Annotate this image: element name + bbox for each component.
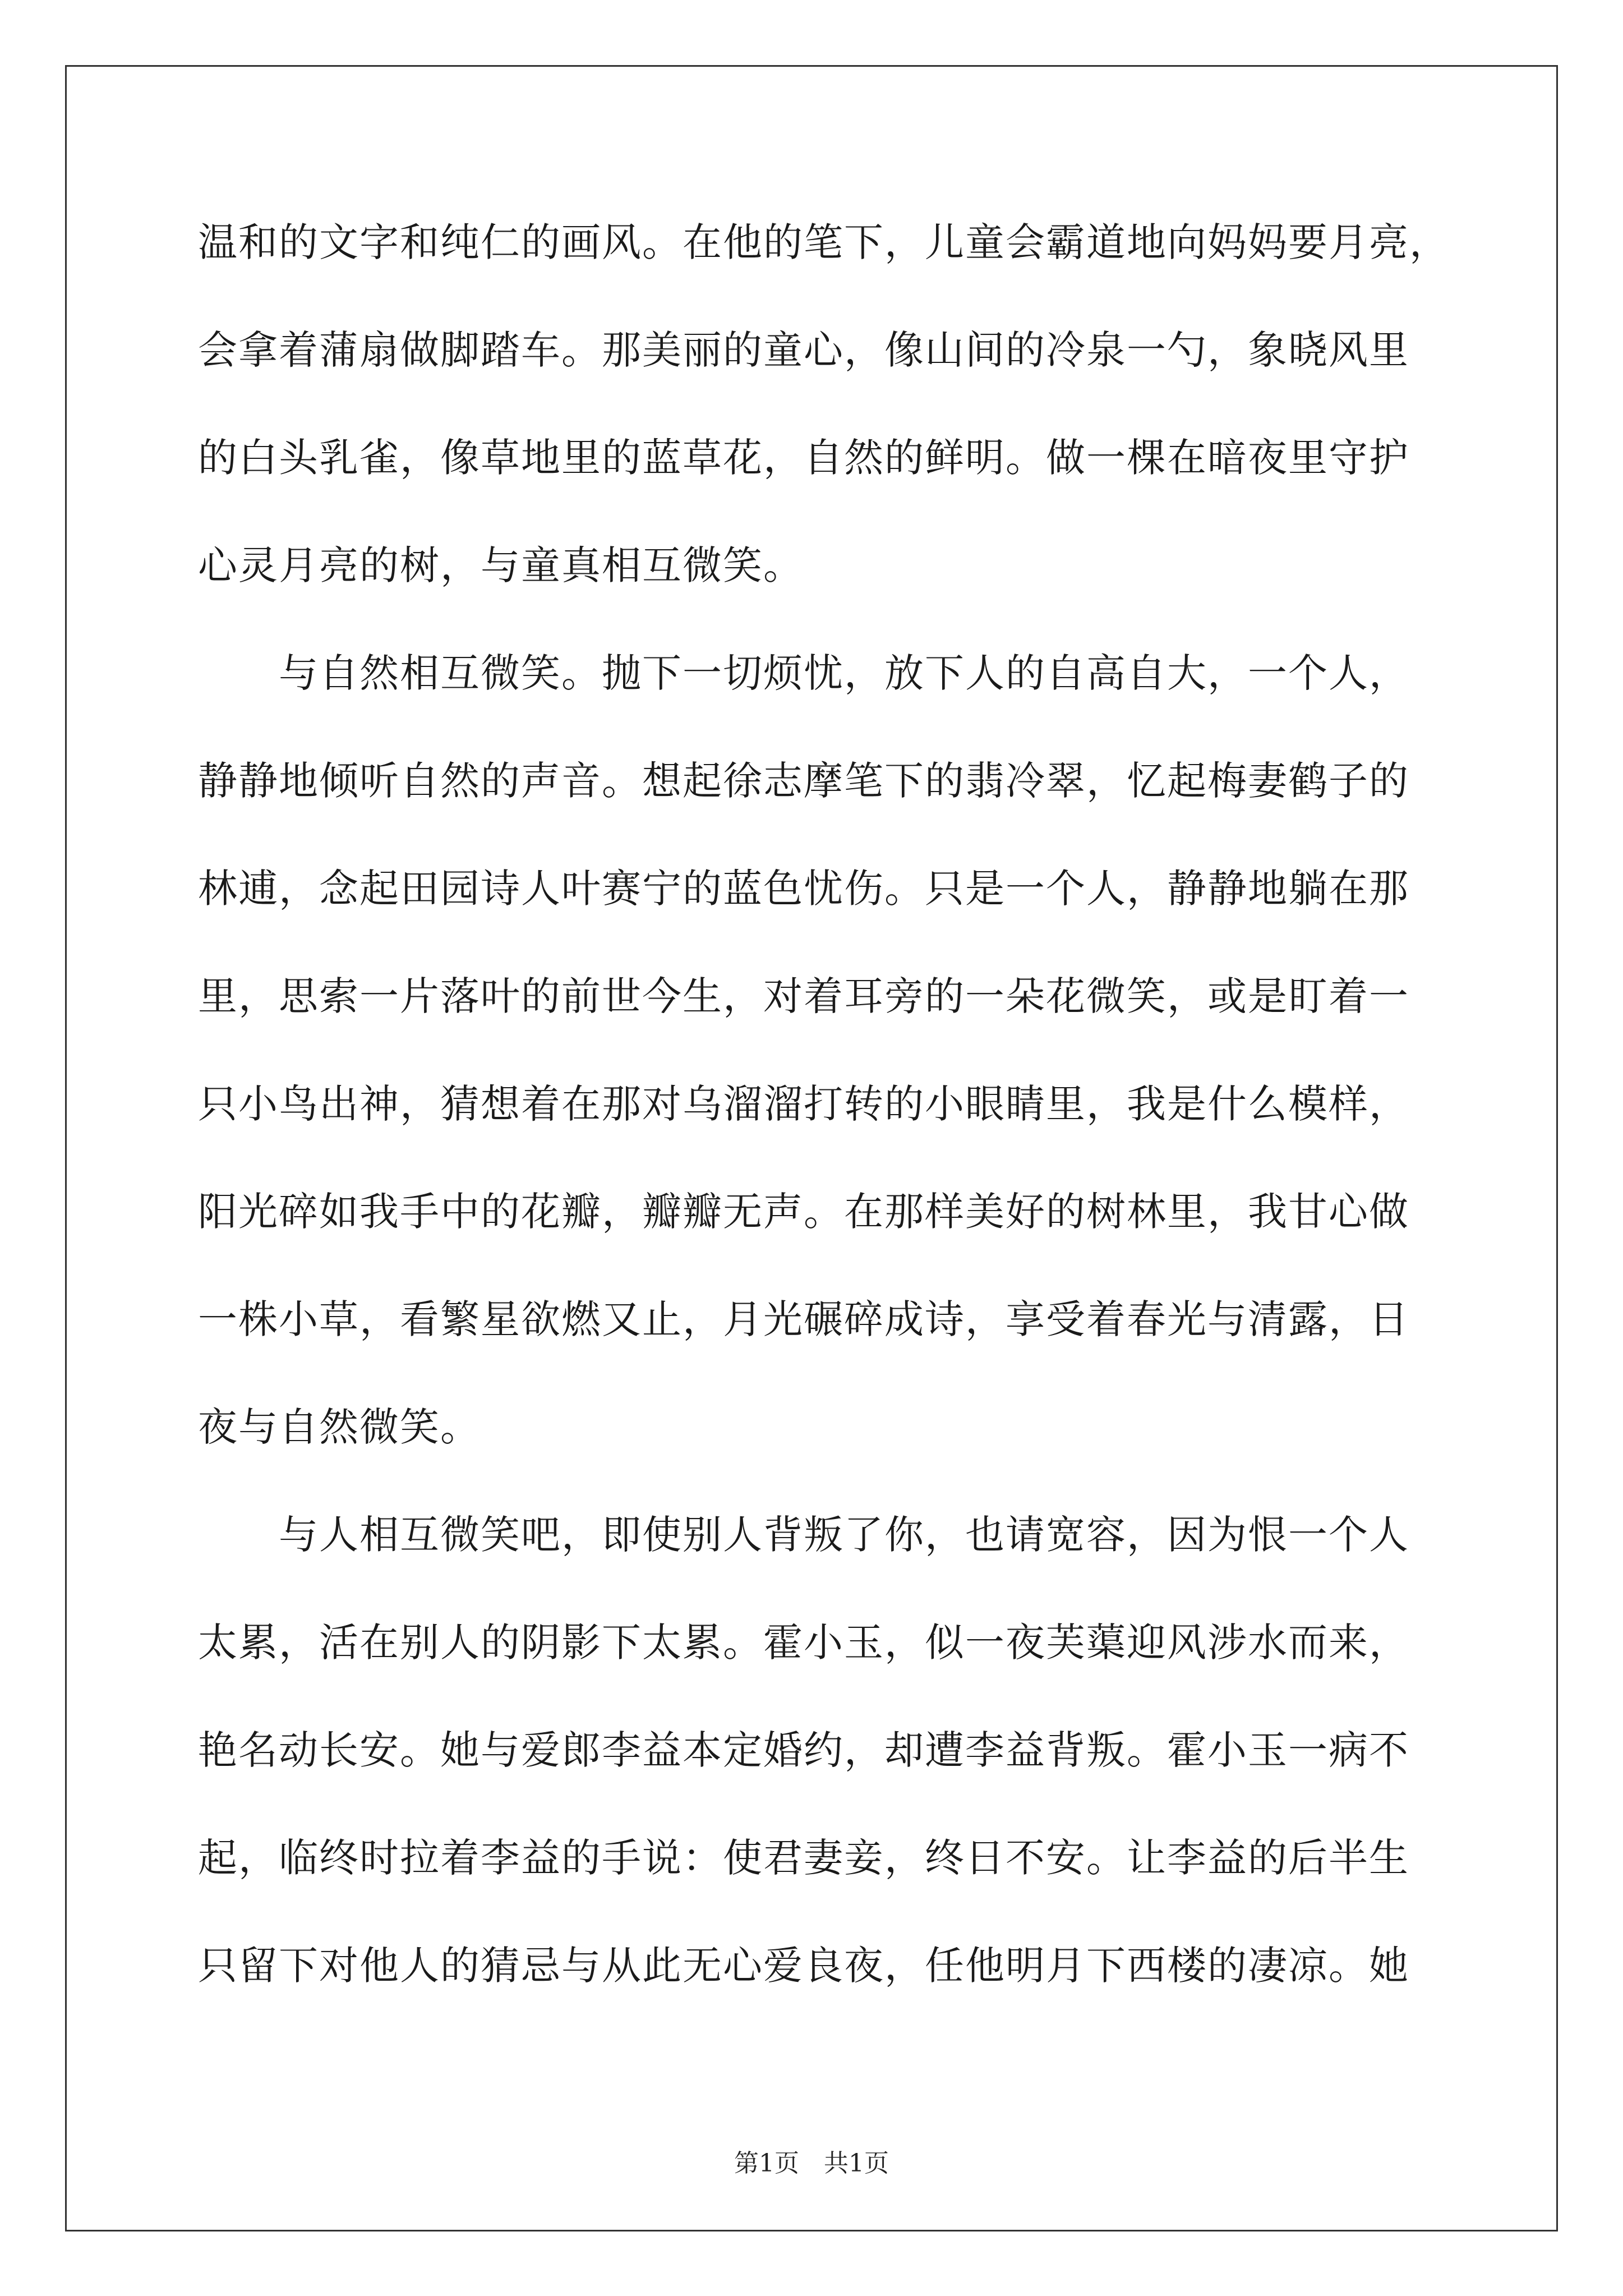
text-line: 夜与自然微笑。 (198, 1404, 481, 1450)
text-line: 只留下对他人的猜忌与从此无心爱良夜，任他明月下西楼的凄凉。她 (198, 1943, 1409, 1989)
text-line: 起，临终时拉着李益的手说：使君妻妾，终日不安。让李益的后半生 (198, 1835, 1409, 1881)
text-line: 一株小草，看繁星欲燃又止，月光碾碎成诗，享受着春光与清露，日 (198, 1296, 1409, 1342)
document-body (198, 188, 1450, 2019)
text-line: 会拿着蒲扇做脚踏车。那美丽的童心，像山间的冷泉一勺，象晓风里 (198, 327, 1409, 373)
text-line: 里，思索一片落叶的前世今生，对着耳旁的一朵花微笑，或是盯着一 (198, 973, 1409, 1019)
text-line: 阳光碎如我手中的花瓣，瓣瓣无声。在那样美好的树林里，我甘心做 (198, 1189, 1409, 1235)
text-line: 林逋，念起田园诗人叶赛宁的蓝色忧伤。只是一个人，静静地躺在那 (198, 866, 1409, 912)
text-line: 静静地倾听自然的声音。想起徐志摩笔下的翡冷翠，忆起梅妻鹤子的 (198, 758, 1409, 804)
text-line: 的白头乳雀，像草地里的蓝草花，自然的鲜明。做一棵在暗夜里守护 (198, 435, 1409, 481)
page-footer: 第1页 共1页 (734, 2149, 889, 2178)
text-line: 与自然相互微笑。抛下一切烦忧，放下人的自高自大，一个人， (198, 650, 1409, 696)
text-line: 温和的文字和纯仁的画风。在他的笔下，儿童会霸道地向妈妈要月亮， (198, 219, 1450, 265)
text-line: 只小鸟出神，猜想着在那对乌溜溜打转的小眼睛里，我是什么模样， (198, 1081, 1409, 1127)
text-line: 艳名动长安。她与爱郎李益本定婚约，却遭李益背叛。霍小玉一病不 (198, 1727, 1409, 1773)
text-line: 与人相互微笑吧，即使别人背叛了你，也请宽容，因为恨一个人 (198, 1512, 1409, 1558)
text-line: 太累，活在别人的阴影下太累。霍小玉，似一夜芙蕖迎风涉水而来， (198, 1619, 1409, 1665)
text-line: 心灵月亮的树，与童真相互微笑。 (198, 542, 804, 588)
